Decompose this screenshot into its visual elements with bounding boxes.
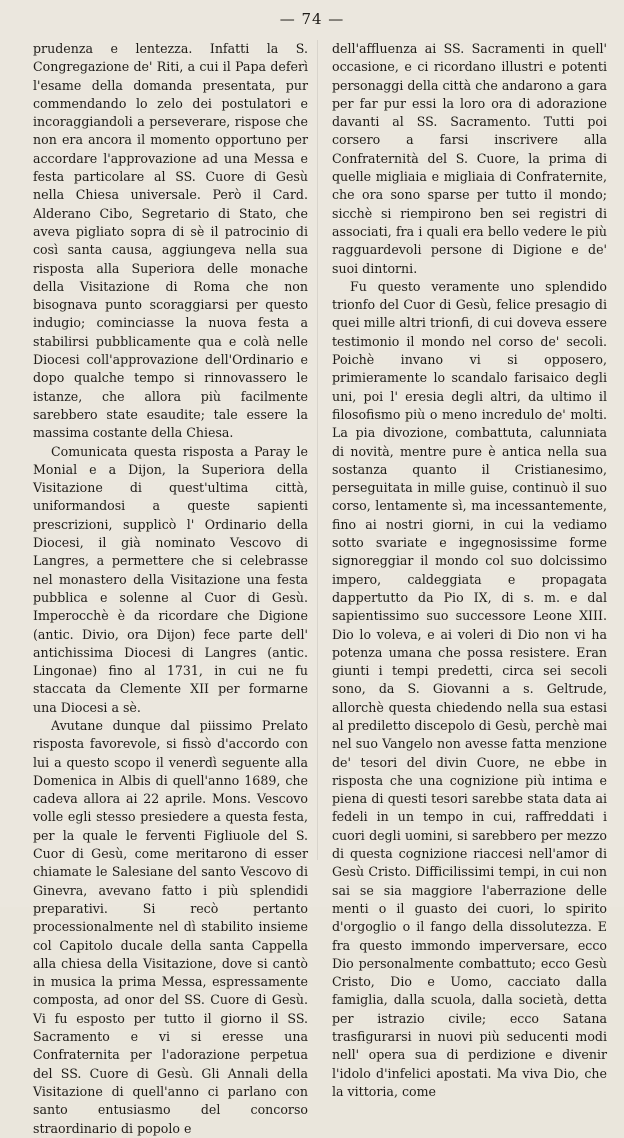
right-paragraph-1: dell'affluenza ai SS. Sacramenti in quell' occasione, e ci ricordano illustri e potenti personaggi della città che andarono a gara per far pur essi la loro ora di adorazione davanti al SS. Sacramento. Tutti poi corsero a farsi inscrivere alla Confraternità del S. Cuore, la prima di quelle migliaia e migliaia di Confraternite, che ora sono sparse per tutto il mondo; sicchè si riempirono ben sei registri di associati, fra i quali era bello vedere le più ragguardevoli persone di Digione e de' suoi dintorni. bbox=[332, 41, 607, 276]
page-number: — 74 — bbox=[279, 10, 345, 28]
right-column bbox=[332, 40, 607, 1138]
left-column bbox=[33, 40, 308, 1138]
left-paragraph-1: prudenza e lentezza. Infatti la S. Congregazione de' Riti, a cui il Papa deferì l'esame della domanda presentata, pur commendando lo zelo dei postulatori e incoraggiandoli a perseverare, rispose che non era ancora il momento opportuno per accordare l'approvazione ad una Messa e festa particolare al SS. Cuore di Gesù nella Chiesa universale. Però il Card. Alderano Cibo, Segretario di Stato, che aveva pigliato sopra di sè il patrocinio di così santa causa, aggiungeva nella sua risposta alla Superiora delle monache della Visitazione di Roma che non bisognava punto scoraggiarsi per questo indugio; cominciasse la nuova festa a stabilirsi pubblicamente qua e colà nelle Diocesi coll'approvazione dell'Ordinario e dopo qualche tempo si rinnovassero le istanze, che allora più facilmente sarebbero state esaudite; tale essere la massima costante della Chiesa. bbox=[33, 41, 308, 441]
text-columns bbox=[33, 40, 607, 1138]
left-paragraph-3: Avutane dunque dal piissimo Prelato risposta favorevole, si fissò d'accordo con lui a questo scopo il venerdì seguente alla Domenica in Albis di quell'anno 1689, che cadeva allora ai 22 aprile. Mons. Vescovo volle egli stesso presiedere a questa festa, per la quale le ferventi Figliuole del S. Cuor di Gesù, come meritarono di esser chiamate le Salesiane del santo Vescovo di Ginevra, avevano fatto i più splendidi preparativi. Si recò pertanto processionalmente nel dì stabilito insieme col Capitolo ducale della santa Cappella alla chiesa della Visitazione, dove si cantò in musica la prima Messa, espressamente composta, ad onor del SS. Cuore di Gesù. Vi fu esposto per tutto il giorno il SS. Sacramento e vi si eresse una Confraternita per l'adorazione perpetua del SS. Cuore di Gesù. Gli Annali della Visitazione di quell'anno ci parlano con santo entusiasmo del concorso straordinario di popolo e bbox=[33, 717, 308, 1136]
right-paragraph-2: Fu questo veramente uno splendido trionfo del Cuor di Gesù, felice presagio di quei mille altri trionfi, di cui doveva essere testimonio il mondo nel corso de' secoli. Poichè invano vi si opposero, primieramente lo scandalo farisaico degli uni, poi l' eresia degli altri, da ultimo il filosofismo più o meno incredulo de' molti. La pia divozione, combattuta, calunniata di novità, mentre pure è antica nella sua sostanza quanto il Cristianesimo, perseguitata in mille guise, continuò il suo corso, lentamente sì, ma incessantemente, fino ai nostri giorni, in cui la vediamo sotto svariate e ingegnosissime forme signoreggiar il mondo col suo dolcissimo impero, caldeggiata e propagata dappertutto da Pio IX, di s. m. e dal sapientissimo suo successore Leone XIII. Dio lo voleva, e ai voleri di Dio non vi ha potenza umana che possa resistere. Eran giunti i tempi predetti, circa sei secoli sono, da S. Giovanni a s. Geltrude, allorchè questa chiedendo nella sua estasi al prediletto discepolo di Gesù, perchè mai nel suo Vangelo non avesse fatta menzione de' tesori del divin Cuore, ne ebbe in risposta che una cognizione più intima e piena di questi tesori sarebbe stata data ai fedeli in un tempo in cui, raffreddati i cuori degli uomini, si sarebbero per mezzo di questa cognizione riaccesi nell'amor di Gesù Cristo. Difficilissimi tempi, in cui non sai se sia maggiore l'aberrazione delle menti o il guasto dei cuori, lo spirito d'orgoglio o il fango della dissolutezza. E fra questo immondo imperversare, ecco Dio personalmente combattuto; ecco Gesù Cristo, Dio e Uomo, cacciato dalla famiglia, dalla scuola, dalla società, detta per istrazio civile; ecco Satana trasfigurarsi in nuovi più seducenti modi nell' opera sua di perdizione e divenir l'idolo d'infelici apostati. Ma viva Dio, che la vittoria, come bbox=[332, 278, 607, 1099]
left-paragraph-2: Comunicata questa risposta a Paray le Monial e a Dijon, la Superiora della Visitazione di quest'ultima città, uniformandosi a queste sapienti prescrizioni, supplicò l' Ordinario della Diocesi, il già nominato Vescovo di Langres, a permettere che si celebrasse nel monastero della Visitazione una festa pubblica e solenne al Cuor di Gesù. Imperocchè è da ricordare che Digione (antic. Divio, ora Dijon) fece parte dell' antichissima Diocesi di Langres (antic. Lingonae) fino al 1731, in cui ne fu staccata da Clemente XII per formarne una Diocesi a sè. bbox=[33, 443, 308, 715]
